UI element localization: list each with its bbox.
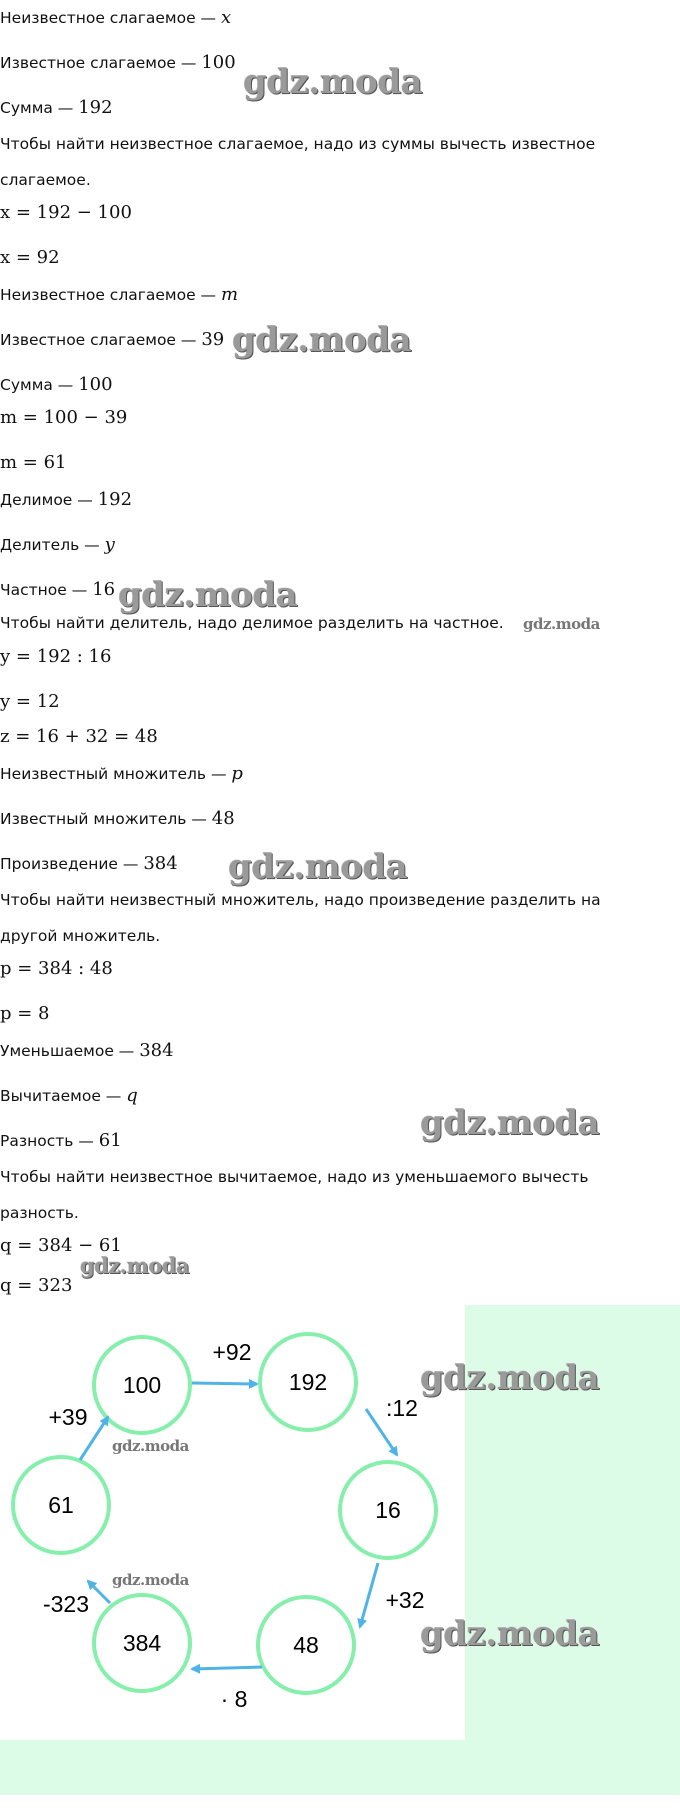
- line-eq-z: z = 16 + 32 = 48: [0, 726, 158, 747]
- node-label-16: 16: [375, 1497, 401, 1523]
- watermark: gdz.moda: [243, 62, 423, 102]
- line-known-factor-48: Известный множитель — 48: [0, 808, 235, 829]
- line-dividend-192: Делимое — 192: [0, 489, 133, 510]
- line-difference-61: Разность — 61: [0, 1130, 122, 1151]
- watermark: gdz.moda: [112, 1571, 189, 1589]
- line-eq-y2: y = 12: [0, 691, 60, 712]
- line-quotient-16: Частное — 16: [0, 579, 116, 600]
- node-label-61: 61: [48, 1492, 74, 1518]
- node-label-100: 100: [122, 1372, 162, 1398]
- line-known-addend-39: Известное слагаемое — 39: [0, 329, 225, 350]
- line-rule-factor: Чтобы найти неизвестный множитель, надо произведение разделить на: [0, 891, 601, 909]
- arrow-16-48: [360, 1563, 378, 1627]
- line-unknown-factor-p: Неизвестный множитель — p: [0, 763, 243, 784]
- line-eq-p1: p = 384 : 48: [0, 958, 113, 979]
- node-label-48: 48: [293, 1632, 319, 1658]
- watermark: gdz.moda: [118, 575, 298, 615]
- line-eq-m2: m = 61: [0, 452, 67, 473]
- arrow-384-61: [88, 1581, 110, 1603]
- line-sum-100: Сумма — 100: [0, 374, 113, 395]
- edge-label-plus32: +32: [385, 1587, 425, 1613]
- node-label-384: 384: [122, 1630, 162, 1656]
- line-product-384: Произведение — 384: [0, 853, 178, 874]
- arrow-100-192: [192, 1383, 257, 1384]
- line-rule-factor-cont: другой множитель.: [0, 927, 161, 945]
- line-rule-addend: Чтобы найти неизвестное слагаемое, надо из суммы вычесть известное: [0, 135, 596, 153]
- line-rule-subtrahend-cont: разность.: [0, 1204, 79, 1222]
- watermark: gdz.moda: [80, 1253, 190, 1278]
- edge-label-times8: · 8: [220, 1686, 248, 1712]
- line-rule-addend-cont: слагаемое.: [0, 171, 91, 189]
- line-divisor-y: Делитель — y: [0, 534, 115, 555]
- line-unknown-addend-m: Неизвестное слагаемое — m: [0, 284, 239, 305]
- line-known-addend-100: Известное слагаемое — 100: [0, 52, 236, 73]
- node-label-192: 192: [288, 1369, 328, 1395]
- line-subtrahend-q: Вычитаемое — q: [0, 1085, 138, 1106]
- edge-label-minus323: -323: [42, 1591, 90, 1617]
- line-eq-x1: x = 192 − 100: [0, 202, 132, 223]
- line-sum-192: Сумма — 192: [0, 97, 113, 118]
- arrow-48-384: [192, 1667, 262, 1669]
- line-eq-m1: m = 100 − 39: [0, 407, 128, 428]
- watermark: gdz.moda: [112, 1437, 189, 1455]
- line-eq-p2: p = 8: [0, 1003, 50, 1024]
- line-minuend-384: Уменьшаемое — 384: [0, 1040, 174, 1061]
- watermark: gdz.moda: [523, 615, 600, 633]
- watermark: gdz.moda: [420, 1358, 600, 1398]
- line-eq-x2: x = 92: [0, 247, 60, 268]
- watermark: gdz.moda: [228, 847, 408, 887]
- watermark: gdz.moda: [420, 1103, 600, 1143]
- line-eq-y1: y = 192 : 16: [0, 646, 112, 667]
- line-eq-q1: q = 384 − 61: [0, 1235, 122, 1256]
- edge-label-div12: :12: [386, 1395, 418, 1421]
- cycle-diagram: [0, 1305, 470, 1725]
- edge-label-plus39: +39: [48, 1404, 88, 1430]
- edge-label-plus92: +92: [212, 1339, 252, 1365]
- line-rule-subtrahend: Чтобы найти неизвестное вычитаемое, надо из уменьшаемого вычесть: [0, 1168, 589, 1186]
- line-eq-q2: q = 323: [0, 1275, 73, 1296]
- green-panel-bottom: [0, 1740, 680, 1795]
- watermark: gdz.moda: [232, 320, 412, 360]
- line-unknown-addend-x: Неизвестное слагаемое — x: [0, 7, 232, 28]
- line-rule-divisor: Чтобы найти делитель, надо делимое разделить на частное.: [0, 614, 504, 632]
- watermark: gdz.moda: [420, 1614, 600, 1654]
